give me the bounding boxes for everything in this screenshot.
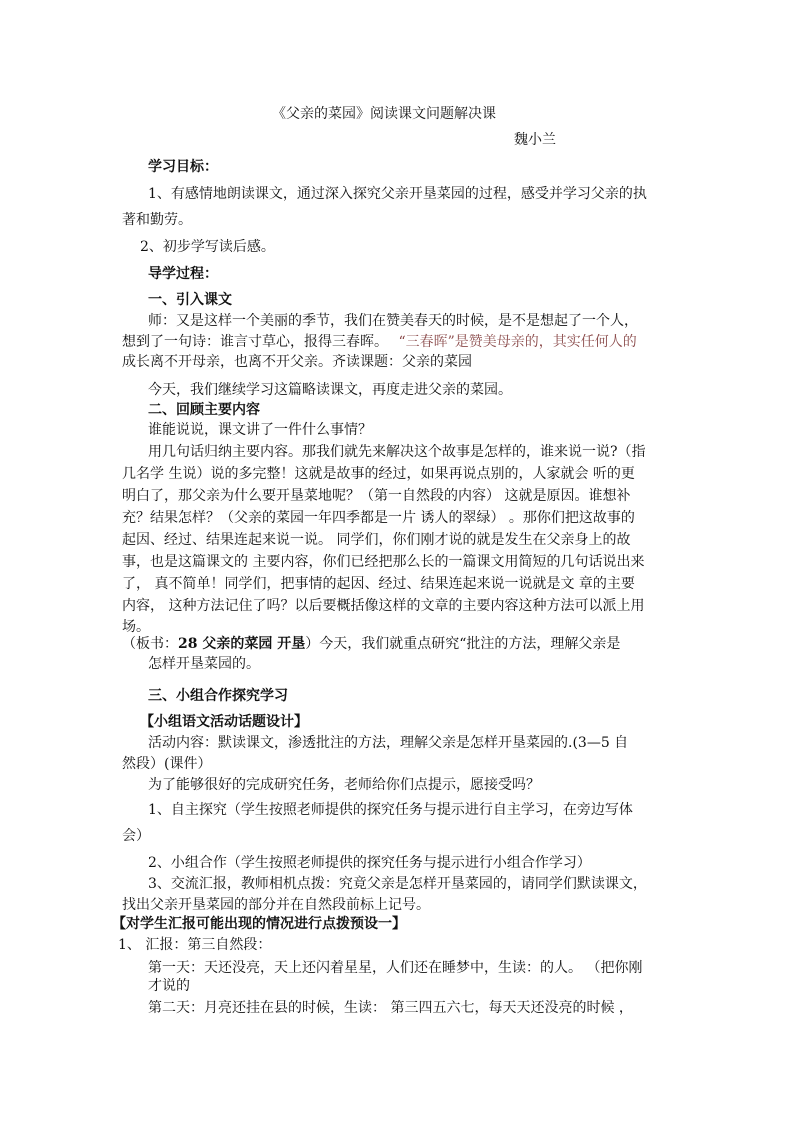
- poem-text: 想到了一句诗：谁言寸草心，报得三春晖。: [122, 334, 388, 350]
- section-2-line-2: 几名学 生说）说的多完整！这就是故事的经过，如果再说点别的，人家就会 听的更: [122, 466, 635, 482]
- activity-design-heading: 【小组语文活动话题设计】: [140, 714, 308, 730]
- section-2-line-1: 用几句话归纳主要内容。那我们就先来解决这个故事是怎样的，谁来说一说?（指: [148, 444, 646, 460]
- teacher-hint: 为了能够很好的完成研究任务，老师给你们点提示，愿接受吗？: [148, 777, 540, 793]
- section-2-line-6: 事，也是这篇课文的 主要内容，你们已经把那么长的一篇课文用简短的几句话说出来: [122, 554, 645, 570]
- activity-content-line-1: 活动内容：默读课文，渗透批注的方法，理解父亲是怎样开垦菜园的.(3—5 自: [148, 735, 629, 751]
- board-prefix: （板书：: [122, 636, 178, 652]
- document-title: 《父亲的菜园》阅读课文问题解决课: [272, 106, 496, 122]
- section-2-line-8: 内容， 这种方法记住了吗？以后要概括像这样的文章的主要内容这种方法可以派上用: [122, 598, 645, 614]
- preset-heading: 【对学生汇报可能出现的情况进行点拨预设一】: [112, 916, 406, 932]
- board-suffix: ）今天，我们就重点研究“批注的方法，理解父亲是: [305, 636, 621, 652]
- section-1-paragraph-line-3: 成长离不开母亲，也离不开父亲。齐读课题：父亲的菜园: [122, 354, 472, 370]
- activity-content-line-2: 然段）(课件）: [122, 756, 212, 772]
- step-2: 2、小组合作（学生按照老师提供的探究任务与提示进行小组合作学习）: [148, 855, 591, 871]
- section-1-paragraph-2: 今天，我们继续学习这篇略读课文，再度走进父亲的菜园。: [148, 382, 512, 398]
- day-1-line-2: 才说的: [148, 978, 190, 994]
- section-2-line-7: 了， 真不简单！同学们，把事情的起因、经过、结果连起来说一说就是文 章的主要: [122, 576, 635, 592]
- section-1-paragraph-line-1: 师：又是这样一个美丽的季节，我们在赞美春天的时候，是不是想起了一个人，: [148, 313, 638, 329]
- day-1-line-1: 第一天：天还没亮，天上还闪着星星，人们还在睡梦中，生读：的人。 （把你刚: [148, 960, 643, 976]
- objectives-heading: 学习目标：: [148, 159, 218, 175]
- board-line-1: [122, 634, 620, 654]
- step-3-line-2: 找出父亲开垦菜园的部分并在自然段前标上记号。: [122, 897, 430, 913]
- board-title: 28 父亲的菜园 开垦: [178, 636, 306, 652]
- section-2-line-4: 充？结果怎样？（父亲的菜园一年四季都是一片 诱人的翠绿） 。那你们把这故事的: [122, 510, 635, 526]
- section-2-line-9: 场。: [122, 619, 150, 635]
- process-heading: 导学过程：: [148, 266, 218, 282]
- objective-2: 2、初步学写读后感。: [140, 239, 275, 255]
- step-1-line-2: 会）: [122, 828, 150, 844]
- day-2-line: 第二天：月亮还挂在县的时候，生读： 第三四五六七，每天天还没亮的时候 ，: [148, 1000, 633, 1016]
- report-line: 1、 汇报：第三自然段：: [118, 937, 272, 953]
- section-1-heading: 一、引入课文: [148, 292, 232, 308]
- section-3-heading: 三、小组合作探究学习: [148, 688, 288, 704]
- step-1-line-1: 1、自主探究（学生按照老师提供的探究任务与提示进行自主学习，在旁边写体: [148, 802, 633, 818]
- objective-1-line-2: 著和勤劳。: [122, 212, 192, 228]
- section-2-line-3: 明白了，那父亲为什么要开垦菜地呢？（第一自然段的内容） 这就是原因。谁想补: [122, 488, 631, 504]
- objective-1-line-1: 1、有感情地朗读课文，通过深入探究父亲开垦菜园的过程，感受并学习父亲的执: [148, 186, 647, 202]
- author-name: 魏小兰: [514, 132, 556, 148]
- section-2-line-5: 起因、经过、结果连起来说一说。 同学们，你们刚才说的就是发生在父亲身上的故: [122, 532, 631, 548]
- board-line-2: 怎样开垦菜园的。: [148, 656, 260, 672]
- section-2-heading: 二、回顾主要内容: [148, 402, 260, 418]
- quote-text: “三春晖”是赞美母亲的，其实任何人的: [398, 334, 637, 350]
- section-2-question: 谁能说说，课文讲了一件什么事情？: [148, 422, 372, 438]
- step-3-line-1: 3、交流汇报，教师相机点拨：究竟父亲是怎样开垦菜园的，请同学们默读课文，: [148, 876, 647, 892]
- section-1-paragraph-line-2: [122, 332, 637, 352]
